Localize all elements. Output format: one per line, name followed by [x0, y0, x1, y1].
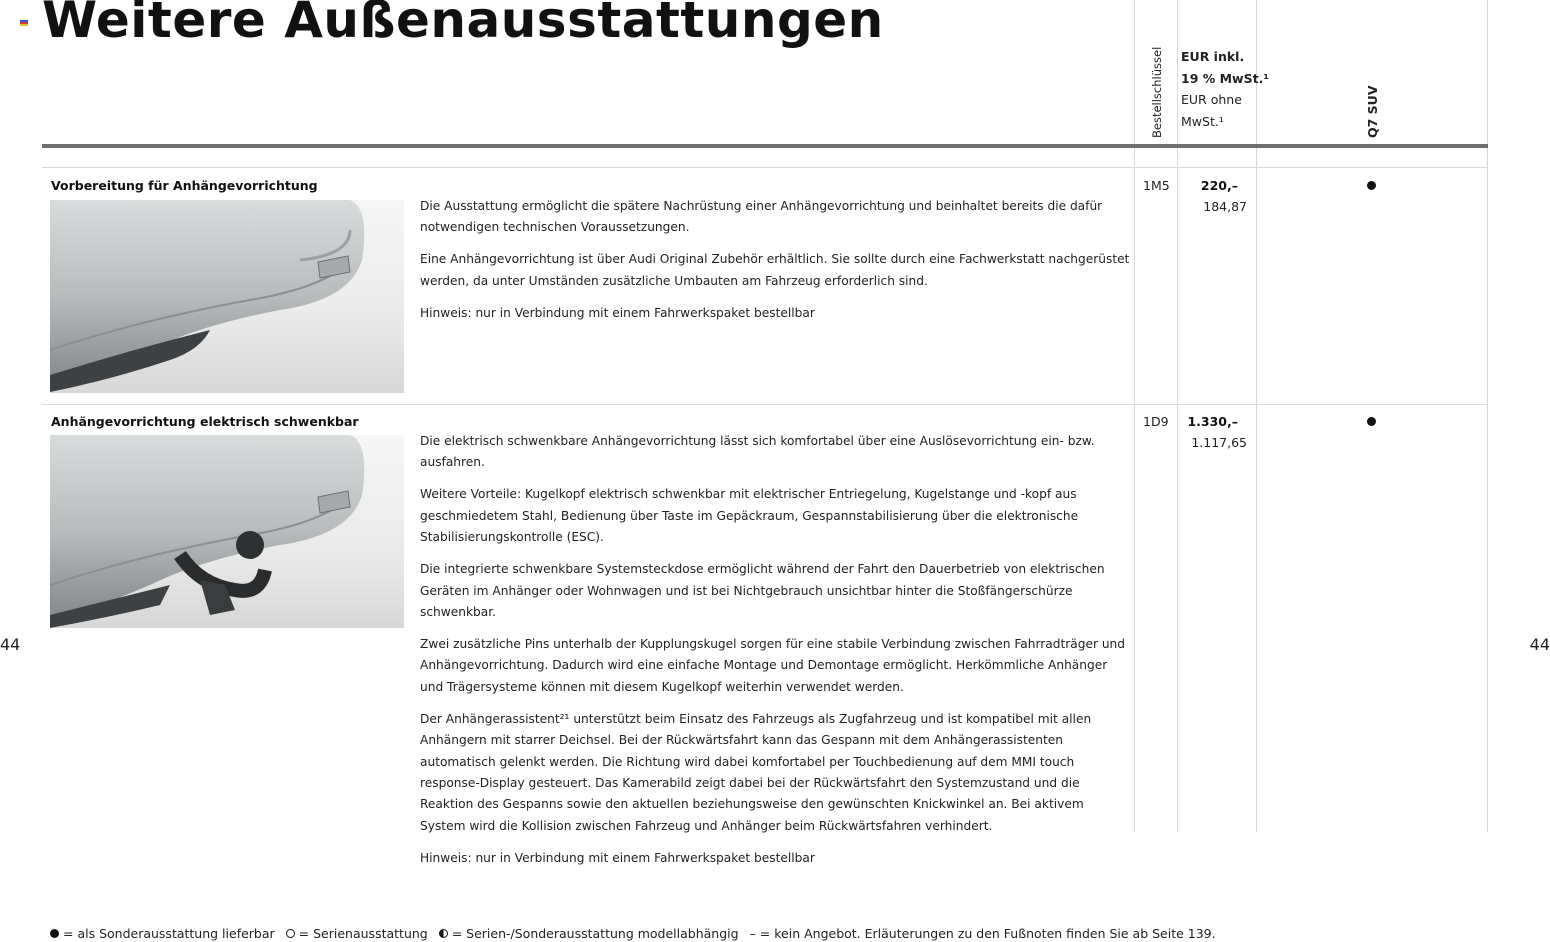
- row-divider: [42, 404, 1488, 405]
- row-description: [420, 431, 1132, 880]
- price-net: 1.117,65: [1191, 435, 1247, 450]
- row-divider: [42, 167, 1488, 168]
- header-rule: [42, 144, 1488, 148]
- row-title: Vorbereitung für Anhängevorrichtung: [51, 178, 318, 193]
- filled-circle-icon: [50, 929, 59, 938]
- legend-item-none: [750, 926, 1216, 941]
- price-gross: 220,–: [1200, 178, 1238, 193]
- legend-label: = als Sonderausstattung lieferbar: [63, 926, 275, 941]
- table-divider: [1177, 0, 1178, 832]
- price-gross-label: EUR inkl.: [1181, 49, 1245, 64]
- description-paragraph: Weitere Vorteile: Kugelkopf elektrisch schwenkbar mit elektrischer Entriegelung, Kugelstange und -kopf aus geschmiedetem Stahl, Bedienung über Taste im Gepäckraum, Gespannstabilisierung über die elektronische Stabilisierungskontrolle (ESC).: [420, 487, 1079, 545]
- price-net: 184,87: [1203, 199, 1247, 214]
- order-code: 1M5: [1143, 178, 1170, 193]
- column-header-price: [1181, 46, 1269, 132]
- row-title: Anhängevorrichtung elektrisch schwenkbar: [51, 414, 359, 429]
- legend-label: = Serienausstattung: [298, 926, 428, 941]
- price-gross: 1.330,–: [1187, 414, 1238, 429]
- legend-item-optional: [50, 926, 275, 941]
- legend: [50, 926, 1227, 941]
- page-number-left: 44: [0, 635, 21, 654]
- description-paragraph: Der Anhängerassistent²¹ unterstützt beim Einsatz des Fahrzeugs als Zugfahrzeug und ist kompatibel mit allen Anhängern mit starrer Deichsel. Bei der Rückwärtsfahrt kann das Gespann mit dem Anhängerassistenten automatisch gelenkt werden. Die Richtung wird dabei komfortabel per Touchbedienung auf dem MMI touch response-Display gesteuert. Das Kamerabild zeigt dabei bei der Rückwärtsfahrt den Systemzustand und die Reaktion des Gespanns sowie den aktuellen beziehungsweise den gewünschten Knickwinkel an. Bei aktivem System wird die Kollision zwischen Fahrzeug und Anhänger beim Rückwärtsfahren verhindert.: [420, 711, 1092, 833]
- order-code: 1D9: [1143, 414, 1169, 429]
- description-paragraph: Hinweis: nur in Verbindung mit einem Fahrwerkspaket bestellbar: [420, 850, 815, 865]
- price-gross-label: 19 % MwSt.¹: [1181, 70, 1269, 86]
- availability-optional-icon: [1367, 417, 1376, 426]
- description-paragraph: Hinweis: nur in Verbindung mit einem Fahrwerkspaket bestellbar: [420, 305, 815, 320]
- description-paragraph: Die elektrisch schwenkbare Anhängevorrichtung lässt sich komfortabel über eine Auslösevorrichtung ein- bzw. ausfahren.: [420, 434, 1095, 470]
- legend-item-standard: [286, 926, 428, 941]
- hollow-circle-icon: [286, 929, 295, 938]
- legend-label: = Serien-/Sonderausstattung modellabhängig: [451, 926, 739, 941]
- page-title: Weitere Außenausstattungen: [42, 0, 884, 49]
- table-divider: [1487, 0, 1488, 832]
- description-paragraph: Die integrierte schwenkbare Systemsteckdose ermöglicht während der Fahrt den Dauerbetrieb von elektrischen Geräten im Anhänger oder Wohnwagen und ist bei Nichtgebrauch unsichtbar hinter die Stoßfängerschürze schwenkbar.: [420, 562, 1105, 620]
- page-number-right: 44: [1529, 635, 1550, 654]
- description-paragraph: Eine Anhängevorrichtung ist über Audi Original Zubehör erhältlich. Sie sollte durch eine Fachwerkstatt nachgerüstet werden, da unter Umständen zusätzliche Umbauten am Fahrzeug erforderlich sind.: [420, 252, 1130, 288]
- legend-label: – = kein Angebot. Erläuterungen zu den Fußnoten finden Sie ab Seite 139.: [749, 926, 1216, 941]
- column-header-model: Q7 SUV: [1365, 85, 1380, 138]
- description-paragraph: Die Ausstattung ermöglicht die spätere Nachrüstung einer Anhängevorrichtung und beinhaltet bereits die dafür notwendigen technischen Voraussetzungen.: [420, 199, 1103, 235]
- tow-hitch-photo: [50, 435, 404, 628]
- availability-optional-icon: [1367, 181, 1376, 190]
- price-net-label: EUR ohne: [1181, 92, 1242, 107]
- rear-bumper-photo: [50, 200, 404, 393]
- legend-item-model-dependent: [439, 926, 739, 941]
- row-description: [420, 196, 1132, 335]
- half-circle-icon: [439, 929, 448, 938]
- price-net-label: MwSt.¹: [1181, 113, 1224, 129]
- flag-icon: [20, 20, 28, 26]
- column-header-order-code: Bestellschlüssel: [1150, 46, 1164, 138]
- table-divider: [1134, 0, 1135, 832]
- description-paragraph: Zwei zusätzliche Pins unterhalb der Kupplungskugel sorgen für eine stabile Verbindung zwischen Fahrradträger und Anhängevorrichtung. Dadurch wird eine einfache Montage und Demontage ermöglicht. Herkömmliche Anhänger und Trägersysteme können mit diesem Kugelkopf weiterhin verwendet werden.: [420, 637, 1126, 694]
